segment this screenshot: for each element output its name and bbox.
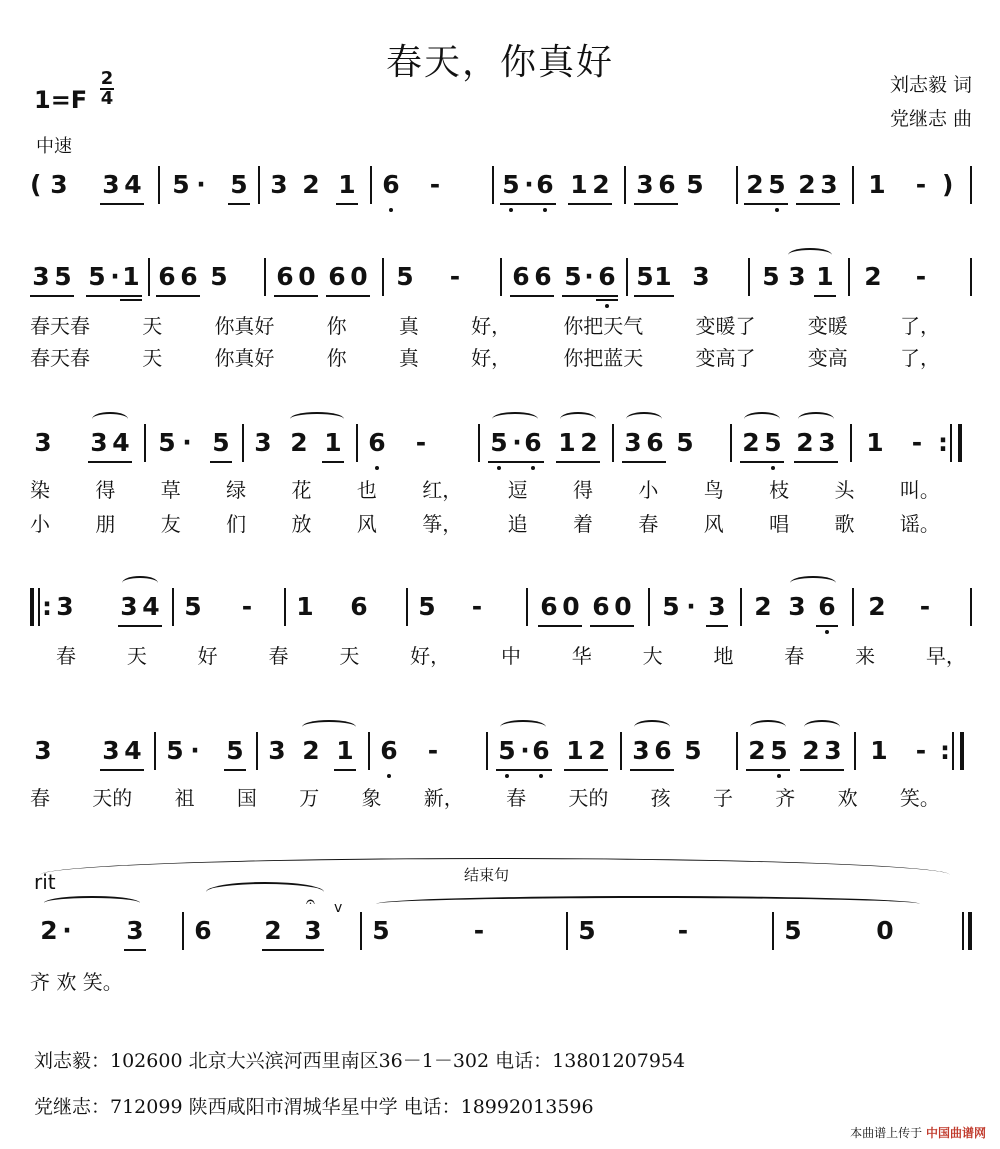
score-system-3: 3 3 4 5 · 5 3 2 1 6 - 5 · 6 1 2 3 6 5 2 5 2 3 1 - : bbox=[30, 428, 980, 476]
lyrics-verse1-system3: 染 得 草 绿 花 也 红， 逗 得 小 鸟 枝 头 叫。 bbox=[30, 478, 940, 502]
score-system-5: 3 3 4 5 · 5 3 2 1 6 - 5 · 6 1 2 3 6 5 2 5 2 3 1 - : bbox=[30, 736, 980, 784]
lyrics-verse2-system3: 小 朋 友 们 放 风 筝， 追 着 春 风 唱 歌 谣。 bbox=[30, 512, 940, 536]
rit-marking: rit bbox=[34, 870, 56, 894]
site-logo: 中国曲谱网 bbox=[925, 1126, 986, 1140]
score-system-4: : 3 3 4 5 - 1 6 5 - 6 0 6 0 5 · 3 2 3 6 2 - bbox=[30, 592, 980, 640]
composer-contact: 党继志：712099 陕西咸阳市渭城华星中学 电话：18992013596 bbox=[34, 1096, 594, 1118]
lyricist-credit: 刘志毅 词 bbox=[889, 74, 972, 96]
key-signature: 1=F 2 4 bbox=[34, 68, 114, 114]
lyrics-system5: 春 天的 祖 国 万 象 新， 春 天的 孩 子 齐 欢 笑。 bbox=[30, 786, 940, 810]
time-signature: 2 4 bbox=[100, 68, 114, 109]
score-system-6: 2 · 3 6 2 3 𝄐 v 5 - 5 - 5 0 bbox=[30, 916, 980, 964]
lyrics-verse2-system2: 春天春 天 你真好 你 真 好， 你把蓝天 变高了 变高 了， bbox=[30, 346, 940, 370]
lyrics-system6: 齐 欢 笑。 bbox=[30, 970, 123, 994]
tempo-marking: 中速 bbox=[36, 136, 72, 157]
ending-label: 结束句 bbox=[464, 866, 510, 884]
score-system-2: 3 5 5 · 1 6 6 5 6 0 6 0 5 - 6 6 5 · 6 5 1 3 5 3 1 2 - bbox=[30, 262, 980, 310]
page-title: 春天，你真好 bbox=[385, 42, 614, 83]
lyrics-system4: 春 天 好 春 天 好， 中 华 大 地 春 来 早， bbox=[56, 644, 966, 668]
score-system-1: ( 3 3 4 5 · 5 3 2 1 6 - 5 · 6 1 2 3 6 5 2 5 2 3 1 - ) bbox=[30, 170, 980, 218]
upload-note: 本曲谱上传于 中国曲谱网 bbox=[850, 1126, 986, 1140]
lyricist-contact: 刘志毅：102600 北京大兴滨河西里南区36－1－302 电话：13801207954 bbox=[34, 1050, 686, 1072]
lyrics-verse1-system2: 春天春 天 你真好 你 真 好， 你把天气 变暖了 变暖 了， bbox=[30, 314, 940, 338]
composer-credit: 党继志 曲 bbox=[889, 108, 972, 130]
